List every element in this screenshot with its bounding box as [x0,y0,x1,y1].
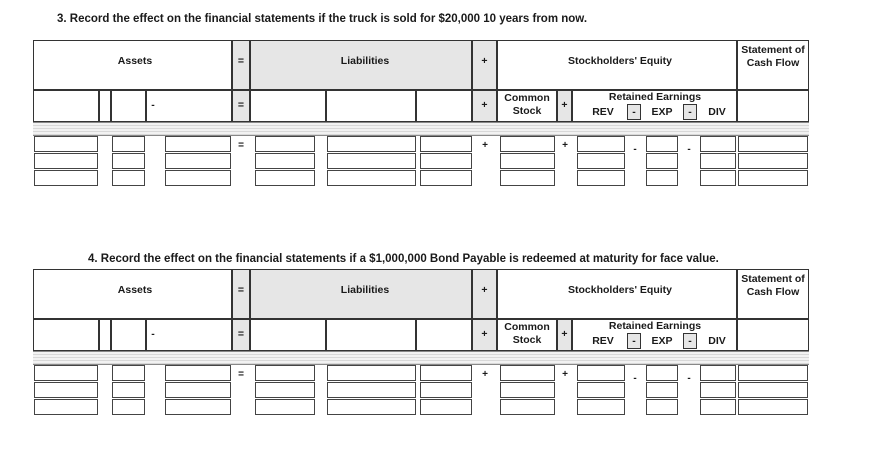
question-4-text: 4. Record the effect on the financial statements if a $1,000,000 Bond Payable is redeemed at maturity for face value. [88,253,719,265]
equals-sign: = [237,284,245,296]
retained-earnings-label: Retained Earnings [608,320,702,332]
rev-label: REV [592,335,614,347]
entry-cell[interactable] [646,382,678,398]
entry-cell[interactable] [738,365,808,381]
common-stock-label: Common Stock [504,92,550,117]
rev-label: REV [592,106,614,118]
entry-cell[interactable] [700,399,736,415]
entry-cell[interactable] [577,399,625,415]
div-label: DIV [708,106,726,118]
scf-label: Statement of Cash Flow [741,44,805,69]
plus-sign: + [482,140,488,151]
plus-sign: + [481,55,488,67]
liabilities-label: Liabilities [340,55,390,67]
exp-label: EXP [651,335,673,347]
entry-cell[interactable] [327,382,416,398]
entry-cell[interactable] [112,365,145,381]
entry-cell[interactable] [255,399,315,415]
plus-sign: + [562,369,568,380]
liability-subcell [416,319,472,351]
entry-cell[interactable] [500,399,555,415]
minus-sign: - [687,373,691,384]
retained-earnings-label: Retained Earnings [608,91,702,103]
separator-band [33,351,809,365]
scf-subcell [737,319,809,351]
equals-sign: = [237,55,245,67]
entry-cell[interactable] [700,365,736,381]
liability-subcell [326,319,416,351]
question-3-text: 3. Record the effect on the financial statements if the truck is sold for $20,000 10 years from now. [57,13,588,25]
entry-cell[interactable] [327,399,416,415]
common-stock-label: Common Stock [504,321,550,346]
assets-label: Assets [117,55,153,67]
entry-cell[interactable] [700,382,736,398]
entry-cell[interactable] [112,399,145,415]
asset-subcell [111,319,146,351]
assets-label: Assets [117,284,153,296]
equity-label: Stockholders' Equity [567,284,672,296]
plus-sign: + [561,328,568,340]
asset-subcell [99,319,111,351]
minus-sign: - [633,144,637,155]
entry-cell[interactable] [34,365,98,381]
entry-cell[interactable] [646,399,678,415]
entry-cell[interactable] [255,382,315,398]
entry-cell[interactable] [646,365,678,381]
entry-cell[interactable] [112,382,145,398]
entry-cell[interactable] [738,399,808,415]
entry-cell[interactable] [165,399,231,415]
liabilities-label: Liabilities [340,284,390,296]
scf-label: Statement of Cash Flow [741,273,805,298]
entry-cell[interactable] [255,365,315,381]
liability-subcell [250,319,326,351]
equals-sign: = [237,99,245,111]
plus-sign: + [561,99,568,111]
equity-label: Stockholders' Equity [567,55,672,67]
equals-sign: = [238,369,244,380]
minus-sign: - [632,335,636,347]
plus-sign: + [481,284,488,296]
entry-cell[interactable] [327,365,416,381]
minus-sign: - [151,99,155,111]
minus-sign: - [633,373,637,384]
plus-sign: + [481,99,488,111]
plus-sign: + [481,328,488,340]
plus-sign: + [482,369,488,380]
entry-cell[interactable] [577,365,625,381]
minus-sign: - [632,106,636,118]
entry-cell[interactable] [34,399,98,415]
entry-cell[interactable] [34,382,98,398]
minus-sign: - [151,328,155,340]
entry-cell[interactable] [420,399,472,415]
asset-subcell [33,319,99,351]
entry-cell[interactable] [577,382,625,398]
entry-cell[interactable] [500,382,555,398]
entry-cell[interactable] [738,382,808,398]
equals-sign: = [237,328,245,340]
entry-cell[interactable] [165,365,231,381]
entry-cell[interactable] [500,365,555,381]
equals-sign: = [238,140,244,151]
minus-sign: - [687,144,691,155]
exp-label: EXP [651,106,673,118]
entry-cell[interactable] [420,365,472,381]
div-label: DIV [708,335,726,347]
minus-sign: - [688,106,692,118]
entry-cell[interactable] [420,382,472,398]
entry-cell[interactable] [165,382,231,398]
plus-sign: + [562,140,568,151]
minus-sign: - [688,335,692,347]
